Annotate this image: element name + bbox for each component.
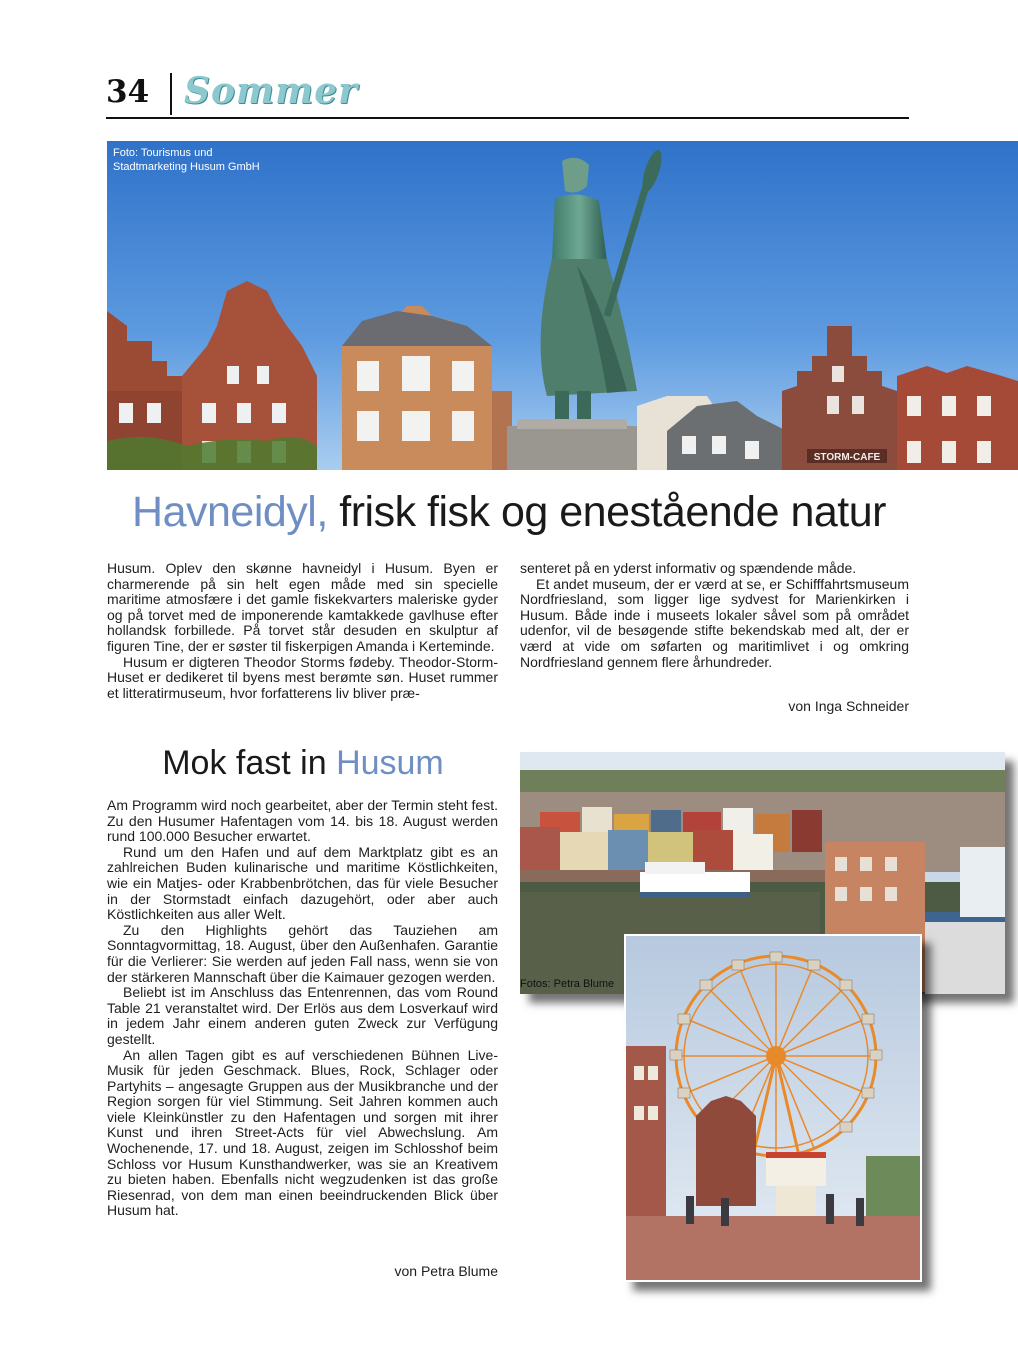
article2-column bbox=[107, 798, 498, 1219]
paragraph: Husum. Oplev den skønne havneidyl i Husum. Byen er charmerende på sin helt egen måde med sin specielle maritime atmosfære i det gamle fiskekvarters maleriske gyder og på torvet med de imponerende kamtakkede gavlhuse efter hollandsk forbillede. På torvet står desuden en skulptur af figuren Tine, der er søster til fiskerpigen Amanda i Kerteminde. bbox=[107, 560, 498, 654]
ferris-wheel-photo bbox=[624, 934, 922, 1282]
section-title: Sommer bbox=[184, 70, 359, 112]
storm-cafe-sign: STORM-CAFE bbox=[813, 452, 881, 463]
title-accent: Havneidyl, bbox=[132, 488, 328, 536]
title-rest: frisk fisk og enestående natur bbox=[339, 488, 886, 536]
paragraph: Husum er digteren Theodor Storms fødeby. Theodor-Storm-Huset er dedikeret til byens mest berømte søn. Huset rummer et litteratirmuseum, hvor forfatterens liv bliver præ- bbox=[107, 653, 498, 701]
article1-right-column bbox=[520, 561, 909, 670]
article2-title bbox=[107, 744, 499, 783]
page-number: 34 bbox=[106, 74, 150, 110]
article2-byline: von Petra Blume bbox=[394, 1263, 498, 1279]
photos-credit: Fotos: Petra Blume bbox=[520, 978, 615, 990]
paragraph: Beliebt ist im Anschluss das Entenrennen, das vom Round Table 21 veranstaltet wird. Der Erlös aus dem Losverkauf wird in jedem Jahr einem anderen guten Zweck zur Verfügung gestellt. bbox=[107, 984, 498, 1047]
header-divider bbox=[170, 73, 172, 115]
hero-photo bbox=[107, 141, 1018, 470]
article-title bbox=[60, 488, 958, 537]
header-rule bbox=[106, 117, 909, 119]
paragraph: Rund um den Hafen und auf dem Marktplatz gibt es an zahlreichen Buden kulinarische und maritime Köstlichkeiten, wie ein Matjes- oder Krabbenbrötchen, das für viele Besucher in der Stormstadt einfach dazugehört, oder aber auch Köstlichkeiten aus aller Welt. bbox=[107, 843, 498, 923]
article1-left-column bbox=[107, 561, 498, 701]
paragraph: An allen Tagen gibt es auf verschiedenen Bühnen Live-Musik für jeden Geschmack. Blues, Rock, Schlager oder Partyhits – angesagte Gruppen aus der Musikbranche und der Region sorgen für viel Stimmung. Seit Jahren kommen auch viele Kleinkünstler zu den Hafentagen und sorgen mit ihrer Kunst und ihren Street-Acts für viel Abwechslung. Am Wochenende, 17. und 18. August, zeigen im Schlosshof beim Schloss vor Husum Kunsthandwerker, was sie an Kreativem zu bieten haben. Ebenfalls nicht wegzudenken ist das große Riesenrad, von dem man einen beeindruckenden Blick über Husum hat. bbox=[107, 1046, 498, 1219]
article1-byline: von Inga Schneider bbox=[788, 698, 909, 714]
title-accent: Husum bbox=[336, 744, 444, 782]
hero-photo-credit: Foto: Tourismus und Stadtmarketing Husum GmbH bbox=[113, 147, 260, 173]
paragraph: senteret på en yderst informativ og spændende måde. bbox=[520, 560, 857, 576]
title-rest: Mok fast in bbox=[162, 744, 327, 782]
paragraph: Et andet museum, der er værd at se, er Schifffahrtsmuseum Nordfriesland, som ligger lige sydvest for Marienkirken i Husum. Både inde i museets lokaler såvel som på området udenfor, vil de besøgende stifte bekendskab med alt, der er værd at vide om søfarten og maritimlivet i og omkring Nordfriesland gennem flere århundreder. bbox=[520, 575, 909, 670]
paragraph: Zu den Highlights gehört das Tauziehen am Sonntagvormittag, 18. August, über den Außenhafen. Garantie für die Verlierer: Sie werden auf jeden Fall nass, wenn sie von der stärkeren Mannschaft über die Kaimauer gezogen werden. bbox=[107, 921, 498, 985]
paragraph: Am Programm wird noch gearbeitet, aber der Termin steht fest. Zu den Husumer Hafentagen vom 14. bis 18. August werden rund 100.000 Besucher erwartet. bbox=[107, 797, 498, 845]
